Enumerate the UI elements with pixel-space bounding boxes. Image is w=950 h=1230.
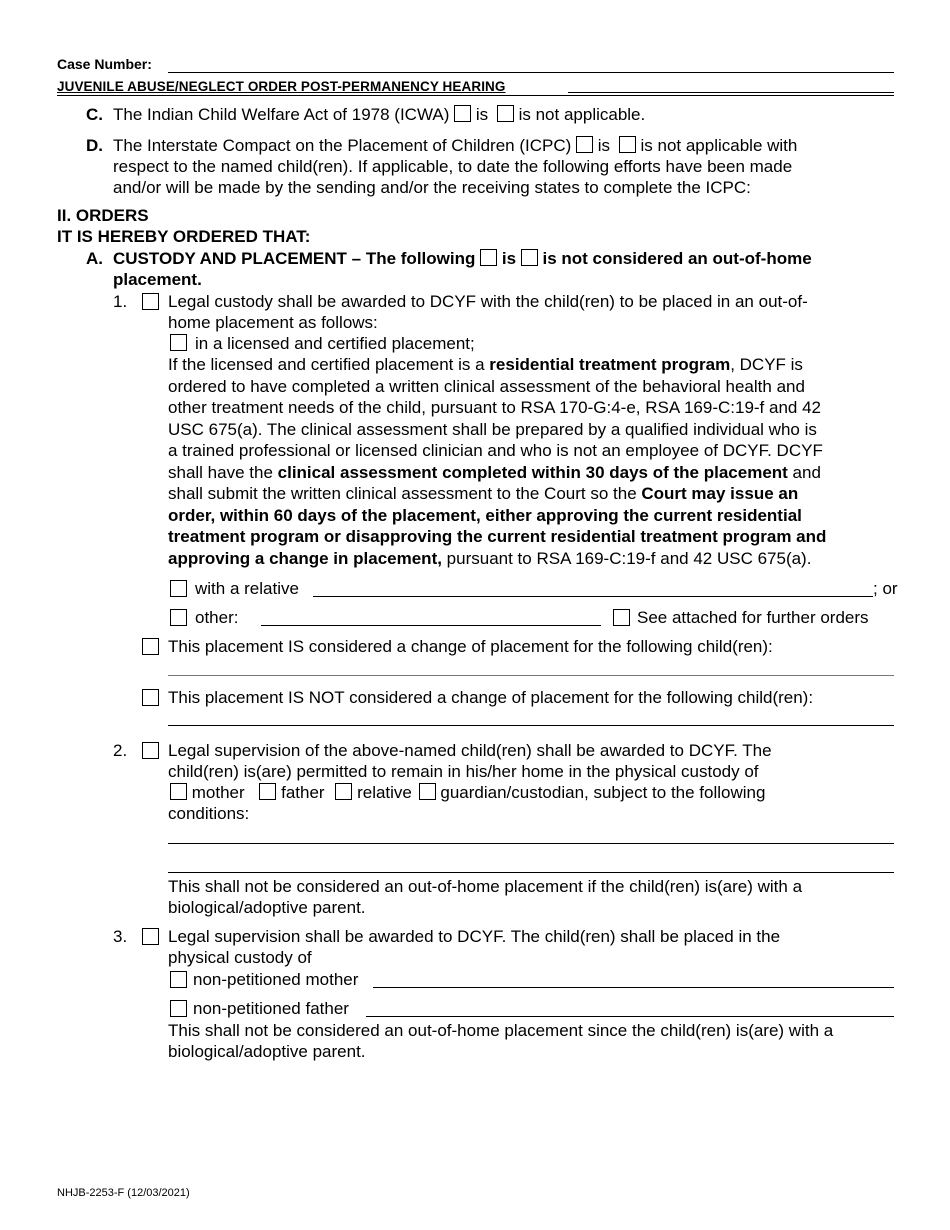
- icpc-is-not-checkbox[interactable]: [619, 136, 636, 153]
- title-rule-lower: [57, 95, 894, 96]
- item1-line2: home placement as follows:: [168, 313, 378, 332]
- non-petitioned-mother-label: non-petitioned mother: [193, 970, 359, 989]
- see-attached-checkbox[interactable]: [613, 609, 630, 626]
- ooh-is-checkbox[interactable]: [480, 249, 497, 266]
- section-d-line2: respect to the named child(ren). If applicable, to date the following efforts have been made: [113, 157, 793, 176]
- item3-note2: biological/adoptive parent.: [168, 1042, 366, 1061]
- section-d-letter: D.: [86, 136, 103, 155]
- relative-field[interactable]: [313, 583, 873, 597]
- icpc-is-label: is: [597, 136, 611, 155]
- change-is-not-checkbox[interactable]: [142, 689, 159, 706]
- section-c-line: [113, 104, 645, 126]
- form-title: JUVENILE ABUSE/NEGLECT ORDER POST-PERMANENCY HEARING: [57, 79, 506, 94]
- item1-number: 1.: [113, 292, 128, 311]
- icwa-is-not-label: is not applicable.: [518, 105, 646, 124]
- item3-line2: physical custody of: [168, 948, 312, 967]
- rtp-line: treatment program or disapproving the current residential treatment program and: [168, 527, 827, 546]
- section-a-title: [113, 248, 812, 270]
- relative-checkbox[interactable]: [170, 580, 187, 597]
- item3-checkbox[interactable]: [142, 928, 159, 945]
- icwa-text: The Indian Child Welfare Act of 1978 (ICWA): [113, 105, 450, 124]
- item3-note1: This shall not be considered an out-of-home placement since the child(ren) is(are) with a: [168, 1021, 834, 1040]
- conditions-field-1[interactable]: [168, 830, 894, 844]
- orders-heading: II. ORDERS: [57, 206, 149, 225]
- non-petitioned-father-field[interactable]: [366, 1003, 894, 1017]
- item2-line2: child(ren) is(are) permitted to remain in his/her home in the physical custody of: [168, 762, 759, 781]
- item2-custody-options: [170, 782, 765, 804]
- item2-checkbox[interactable]: [142, 742, 159, 759]
- rtp-paragraph: [168, 354, 898, 569]
- form-id: NHJB-2253-F (12/03/2021): [57, 1187, 190, 1199]
- rtp-line: ordered to have completed a written clinical assessment of the behavioral health and: [168, 376, 805, 396]
- item2-note1: This shall not be considered an out-of-home placement if the child(ren) is(are) with a: [168, 877, 803, 896]
- other-field[interactable]: [261, 612, 601, 626]
- change-is-field[interactable]: [168, 664, 894, 676]
- icpc-is-not-label: is not applicable with: [640, 136, 798, 155]
- father-label: father: [281, 783, 325, 802]
- icwa-is-checkbox[interactable]: [454, 105, 471, 122]
- relative-suffix: ; or: [873, 579, 898, 598]
- section-a-title-2: placement.: [113, 270, 202, 289]
- item2-line4: conditions:: [168, 804, 250, 823]
- change-is-label: This placement IS considered a change of placement for the following child(ren):: [168, 637, 773, 656]
- section-d-line1: [113, 135, 797, 157]
- licensed-placement-label: in a licensed and certified placement;: [195, 334, 475, 353]
- non-petitioned-mother-checkbox[interactable]: [170, 971, 187, 988]
- item2-line1: Legal supervision of the above-named child(ren) shall be awarded to DCYF. The: [168, 741, 772, 760]
- non-petitioned-mother-field[interactable]: [373, 974, 894, 988]
- item3-number: 3.: [113, 927, 128, 946]
- section-a-letter: A.: [86, 249, 103, 268]
- icwa-is-label: is: [475, 105, 489, 124]
- ooh-is-not-checkbox[interactable]: [521, 249, 538, 266]
- guardian-checkbox[interactable]: [419, 783, 436, 800]
- section-d-line3: and/or will be made by the sending and/or the receiving states to complete the ICPC:: [113, 178, 751, 197]
- ooh-is-label: is: [501, 249, 517, 268]
- change-is-not-label: This placement IS NOT considered a change of placement for the following child(ren):: [168, 688, 814, 707]
- guardian-label: guardian/custodian, subject to the following: [440, 783, 766, 802]
- icwa-is-not-checkbox[interactable]: [497, 105, 514, 122]
- rtp-line: If the licensed and certified placement is a residential treatment program, DCYF is: [168, 355, 803, 374]
- section-a-title-text: CUSTODY AND PLACEMENT – The following: [113, 249, 476, 268]
- case-number-label: Case Number:: [57, 56, 152, 72]
- rtp-line: approving a change in placement, pursuant to RSA 169-C:19-f and 42 USC 675(a).: [168, 548, 812, 568]
- non-petitioned-father-label: non-petitioned father: [193, 999, 349, 1018]
- rtp-line: USC 675(a). The clinical assessment shall be prepared by a qualified individual who is: [168, 419, 817, 439]
- rtp-line: order, within 60 days of the placement, either approving the current residential: [168, 505, 802, 525]
- mother-checkbox[interactable]: [170, 783, 187, 800]
- other-checkbox[interactable]: [170, 609, 187, 626]
- item1-checkbox[interactable]: [142, 293, 159, 310]
- rtp-line: shall submit the written clinical assessment to the Court so the Court may issue an: [168, 484, 799, 503]
- change-is-checkbox[interactable]: [142, 638, 159, 655]
- father-checkbox[interactable]: [259, 783, 276, 800]
- icpc-is-checkbox[interactable]: [576, 136, 593, 153]
- title-rule: [568, 80, 894, 93]
- rtp-line: shall have the clinical assessment completed within 30 days of the placement and: [168, 462, 821, 482]
- case-number-field[interactable]: [168, 59, 894, 73]
- conditions-field-2[interactable]: [168, 860, 894, 873]
- orders-subheading: IT IS HEREBY ORDERED THAT:: [57, 227, 311, 246]
- relative-custody-label: relative: [357, 783, 412, 802]
- item2-note2: biological/adoptive parent.: [168, 898, 366, 917]
- licensed-placement-checkbox[interactable]: [170, 334, 187, 351]
- item2-number: 2.: [113, 741, 128, 760]
- icpc-text: The Interstate Compact on the Placement of Children (ICPC): [113, 136, 572, 155]
- item1-line1: Legal custody shall be awarded to DCYF with the child(ren) to be placed in an out-of-: [168, 292, 808, 311]
- relative-label: with a relative: [195, 579, 299, 598]
- change-is-not-field[interactable]: [168, 713, 894, 726]
- other-label: other:: [195, 608, 239, 627]
- rtp-line: other treatment needs of the child, pursuant to RSA 170-G:4-e, RSA 169-C:19-f and 42: [168, 398, 821, 417]
- ooh-is-not-label: is not considered an out-of-home: [542, 249, 812, 268]
- item3-line1: Legal supervision shall be awarded to DCYF. The child(ren) shall be placed in the: [168, 927, 781, 946]
- non-petitioned-father-checkbox[interactable]: [170, 1000, 187, 1017]
- relative-custody-checkbox[interactable]: [335, 783, 352, 800]
- section-c-letter: C.: [86, 105, 103, 124]
- mother-label: mother: [191, 783, 245, 802]
- rtp-line: a trained professional or licensed clinician and who is not an employee of DCYF. DCYF: [168, 441, 823, 460]
- see-attached-label: See attached for further orders: [637, 608, 869, 627]
